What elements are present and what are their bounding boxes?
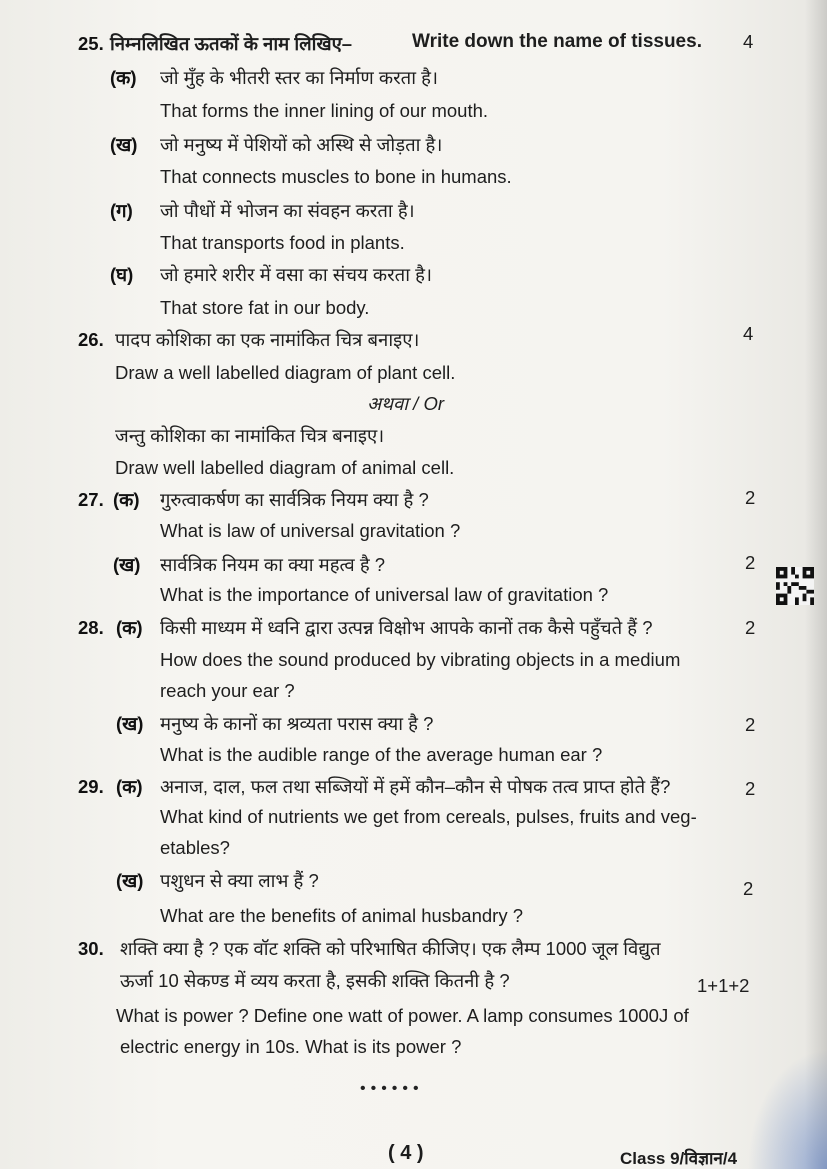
q25d-en: That store fat in our body. <box>160 297 370 318</box>
q25c-hi: जो पौधों में भोजन का संवहन करता है। <box>160 200 415 221</box>
q25-number: 25. <box>78 33 104 54</box>
q28b-marks: 2 <box>745 714 756 735</box>
q27-number: 27. <box>78 489 104 510</box>
q25d-label: (घ) <box>110 264 134 285</box>
q25-heading-hi: निम्नलिखित ऊतकों के नाम लिखिए– <box>110 33 353 54</box>
q25d-hi: जो हमारे शरीर में वसा का संचय करता है। <box>160 264 432 285</box>
q27b-en: What is the importance of universal law of gravitation ? <box>160 584 609 605</box>
q26-en: Draw a well labelled diagram of plant cell. <box>115 362 456 383</box>
end-marker: •••••• <box>360 1080 424 1097</box>
q30-marks: 1+1+2 <box>697 975 750 996</box>
q25b-hi: जो मनुष्य में पेशियों को अस्थि से जोड़ता है। <box>160 134 443 155</box>
q27b-marks: 2 <box>745 552 756 573</box>
q25c-en: That transports food in plants. <box>160 232 405 253</box>
q30-hi-line2: ऊर्जा 10 सेकण्ड में व्यय करता है, इसकी शक्ति कितनी है ? <box>120 970 510 991</box>
q28b-en: What is the audible range of the average human ear ? <box>160 744 603 765</box>
q29b-label: (ख) <box>116 870 144 891</box>
q29a-en-line1: What kind of nutrients we get from cereals, pulses, fruits and veg- <box>160 806 697 827</box>
q29b-hi: पशुधन से क्या लाभ हैं ? <box>160 870 319 891</box>
q27b-hi: सार्वत्रिक नियम का क्या महत्व है ? <box>160 554 386 575</box>
q29a-en-line2: etables? <box>160 837 230 858</box>
q29a-marks: 2 <box>745 778 756 799</box>
q25b-label: (ख) <box>110 134 138 155</box>
q25-marks: 4 <box>743 31 754 52</box>
q30-en-line2: electric energy in 10s. What is its power ? <box>120 1036 462 1057</box>
q26-alt-en: Draw well labelled diagram of animal cell. <box>115 457 455 478</box>
q25b-en: That connects muscles to bone in humans. <box>160 166 512 187</box>
page-number: ( 4 ) <box>388 1142 424 1164</box>
q27a-label: (क) <box>113 489 140 510</box>
q25c-label: (ग) <box>110 200 133 221</box>
q27a-en: What is law of universal gravitation ? <box>160 520 461 541</box>
qr-code-icon <box>776 567 814 605</box>
q26-marks: 4 <box>743 323 754 344</box>
q28a-en-line2: reach your ear ? <box>160 680 295 701</box>
q28-number: 28. <box>78 617 104 638</box>
q27a-hi: गुरुत्वाकर्षण का सार्वत्रिक नियम क्या है ? <box>160 489 429 510</box>
q29b-en: What are the benefits of animal husbandry ? <box>160 905 524 926</box>
scan-smudge <box>747 1049 827 1169</box>
q29a-hi: अनाज, दाल, फल तथा सब्जियों में हमें कौन–कौन से पोषक तत्व प्राप्त होते हैं? <box>160 776 671 797</box>
q28b-hi: मनुष्य के कानों का श्रव्यता परास क्या है ? <box>160 713 434 734</box>
q28a-en-line1: How does the sound produced by vibrating objects in a medium <box>160 649 681 670</box>
q26-or: अथवा / Or <box>367 393 445 414</box>
q29b-marks: 2 <box>743 878 754 899</box>
q30-hi-line1: शक्ति क्या है ? एक वॉट शक्ति को परिभाषित कीजिए। एक लैम्प 1000 जूल विद्युत <box>120 938 661 959</box>
q27b-label: (ख) <box>113 554 141 575</box>
q29a-label: (क) <box>116 776 143 797</box>
q30-number: 30. <box>78 938 104 959</box>
class-code: Class 9/विज्ञान/4 <box>620 1149 738 1168</box>
q30-en-line1: What is power ? Define one watt of power. A lamp consumes 1000J of <box>116 1005 689 1026</box>
q25a-en: That forms the inner lining of our mouth. <box>160 100 489 121</box>
q25a-hi: जो मुँह के भीतरी स्तर का निर्माण करता है। <box>160 67 438 88</box>
q26-number: 26. <box>78 329 104 350</box>
q25-heading-en: Write down the name of tissues. <box>412 31 702 52</box>
q28b-label: (ख) <box>116 713 144 734</box>
q26-alt-hi: जन्तु कोशिका का नामांकित चित्र बनाइए। <box>115 425 385 446</box>
q28a-marks: 2 <box>745 617 756 638</box>
q28a-label: (क) <box>116 617 143 638</box>
q27a-marks: 2 <box>745 487 756 508</box>
q28a-hi: किसी माध्यम में ध्वनि द्वारा उत्पन्न विक्षोभ आपके कानों तक कैसे पहुँचते हैं ? <box>160 617 653 638</box>
q26-hi: पादप कोशिका का एक नामांकित चित्र बनाइए। <box>115 329 420 350</box>
q29-number: 29. <box>78 776 104 797</box>
q25a-label: (क) <box>110 67 137 88</box>
